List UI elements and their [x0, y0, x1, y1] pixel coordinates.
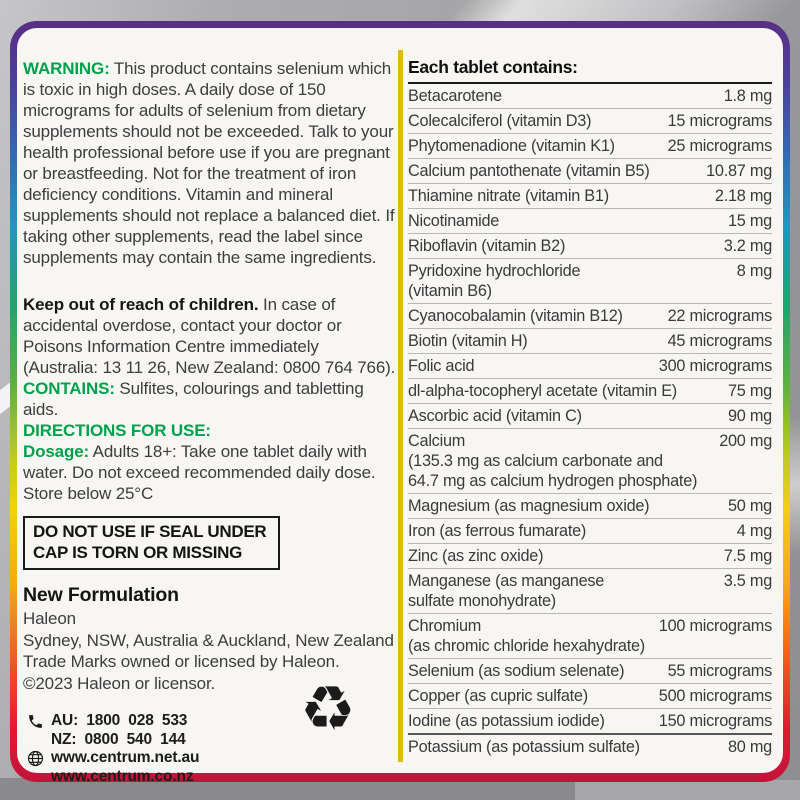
ingredient-amount: 22 micrograms	[667, 307, 772, 325]
table-row	[408, 354, 772, 379]
ingredient-amount: 2.18 mg	[714, 187, 772, 205]
table-row	[408, 379, 772, 404]
table-row	[408, 84, 772, 109]
phone-numbers	[51, 712, 187, 749]
ingredient-amount: 1.8 mg	[723, 87, 772, 105]
storage-line: Store below 25°C	[23, 484, 154, 503]
warning-text: This product contains selenium which is toxic in high doses. A daily dose of 150 micrograms for adults of selenium from dietary supplements should not be exceeded. Talk to your health professional before use if you are pregnant or breastfeeding. Not for the treatment of iron deficiency conditions. Vitamin and mineral supplements should not replace a balanced diet. If taking other supplements, read the label since supplements may contain the same ingredients.	[23, 59, 395, 267]
dosage-line	[23, 441, 397, 483]
ingredient-name: Selenium (as sodium selenate)	[408, 662, 625, 680]
ingredient-amount: 100 micrograms	[658, 617, 772, 635]
websites	[51, 749, 199, 786]
contains-line	[23, 378, 397, 420]
ingredient-amount: 15 mg	[727, 212, 772, 230]
ingredient-name: dl-alpha-tocopheryl acetate (vitamin E)	[408, 382, 677, 400]
ingredient-amount: 80 mg	[727, 738, 772, 756]
ingredient-name: Thiamine nitrate (vitamin B1)	[408, 187, 609, 205]
table-row	[408, 614, 772, 659]
ingredient-name: Folic acid	[408, 357, 475, 375]
ingredient-name: Potassium (as potassium sulfate)	[408, 738, 640, 756]
ingredient-name: Manganese (as manganese	[408, 572, 605, 590]
ingredient-name: Calcium	[408, 432, 466, 450]
table-row	[408, 544, 772, 569]
table-row	[408, 209, 772, 234]
ingredient-name: Pyridoxine hydrochloride	[408, 262, 581, 280]
ingredient-amount: 75 mg	[727, 382, 772, 400]
ingredient-name: Nicotinamide	[408, 212, 500, 230]
table-row	[408, 184, 772, 209]
seal-warning-box	[23, 516, 280, 570]
ingredients-table	[408, 54, 772, 759]
warning-paragraph	[23, 58, 397, 268]
ingredient-name: Ascorbic acid (vitamin C)	[408, 407, 582, 425]
ingredient-amount: 3.5 mg	[723, 572, 772, 590]
ingredient-name: Chromium	[408, 617, 482, 635]
ingredient-amount: 55 micrograms	[667, 662, 772, 680]
copyright-line: ©2023 Haleon or licensor.	[23, 673, 216, 693]
trademark-line: Trade Marks owned or licensed by Haleon.	[23, 652, 340, 671]
table-row	[408, 429, 772, 494]
ingredient-name: Calcium pantothenate (vitamin B5)	[408, 162, 650, 180]
table-row	[408, 519, 772, 544]
ingredient-amount: 150 micrograms	[658, 712, 772, 730]
ingredient-amount: 3.2 mg	[723, 237, 772, 255]
table-row	[408, 494, 772, 519]
company-name: Haleon	[23, 609, 76, 628]
ingredient-name: Iodine (as potassium iodide)	[408, 712, 605, 730]
website-au: www.centrum.net.au	[51, 749, 200, 766]
ingredient-amount: 15 micrograms	[667, 112, 772, 130]
ingredient-amount: 90 mg	[727, 407, 772, 425]
ingredients-table-header: Each tablet contains:	[408, 54, 772, 84]
table-row	[408, 709, 772, 735]
ingredient-name-continued: sulfate monohydrate)	[408, 592, 556, 610]
ingredient-name: Biotin (vitamin H)	[408, 332, 528, 350]
ingredient-amount: 10.87 mg	[706, 162, 772, 180]
ingredient-amount: 7.5 mg	[723, 547, 772, 565]
ingredient-name: Zinc (as zinc oxide)	[408, 547, 544, 565]
label-body	[17, 28, 783, 785]
ingredient-amount: 50 mg	[727, 497, 772, 515]
table-row	[408, 304, 772, 329]
table-row	[408, 735, 772, 759]
table-row	[408, 569, 772, 614]
table-row	[408, 134, 772, 159]
ingredient-name: Phytomenadione (vitamin K1)	[408, 137, 615, 155]
keep-out-label: Keep out of reach of children.	[23, 295, 259, 314]
table-row	[408, 259, 772, 304]
dosage-text: Adults 18+: Take one tablet daily with water. Do not exceed recommended daily dose.	[23, 442, 376, 482]
ingredient-name: Riboflavin (vitamin B2)	[408, 237, 566, 255]
table-row	[408, 404, 772, 429]
ingredient-name: Cyanocobalamin (vitamin B12)	[408, 307, 623, 325]
company-address: Sydney, NSW, Australia & Auckland, New Zealand	[23, 630, 394, 650]
phone-icon	[27, 712, 51, 730]
warning-label: WARNING:	[23, 59, 110, 78]
ingredient-name-continued: (135.3 mg as calcium carbonate and	[408, 452, 663, 470]
table-row	[408, 659, 772, 684]
ingredient-name: Betacarotene	[408, 87, 502, 105]
globe-icon	[27, 749, 51, 767]
phone-nz: NZ: 0800 540 144	[51, 730, 186, 748]
new-formulation-heading: New Formulation	[23, 584, 179, 606]
background-right-highlight	[789, 415, 800, 555]
ingredient-name: Iron (as ferrous fumarate)	[408, 522, 587, 540]
table-row	[408, 329, 772, 354]
table-row	[408, 159, 772, 184]
background-bottom-highlight	[575, 780, 800, 800]
ingredient-amount: 200 mg	[719, 432, 772, 450]
ingredient-amount: 300 micrograms	[658, 357, 772, 375]
ingredient-name-continued: (vitamin B6)	[408, 282, 492, 300]
ingredient-amount: 8 mg	[736, 262, 772, 280]
ingredient-name: Copper (as cupric sulfate)	[408, 687, 588, 705]
ingredient-name-continued: (as chromic chloride hexahydrate)	[408, 637, 645, 655]
ingredient-amount: 4 mg	[736, 522, 772, 540]
table-row	[408, 234, 772, 259]
phone-au: AU: 1800 028 533	[51, 712, 188, 729]
keep-out-text: In case of accidental overdose, contact your doctor or Poisons Information Centre immediately (Australia: 13 11 26, New Zealand: 0800 764 766).	[23, 295, 396, 377]
website-nz: www.centrum.co.nz	[51, 767, 194, 785]
seal-warning-line2: CAP IS TORN OR MISSING	[33, 543, 243, 562]
table-row	[408, 684, 772, 709]
recycling-icon: ♻	[300, 672, 356, 745]
ingredients-table-rows	[408, 84, 772, 759]
column-divider	[398, 50, 403, 762]
seal-warning-line1: DO NOT USE IF SEAL UNDER	[33, 522, 267, 541]
ingredient-name: Magnesium (as magnesium oxide)	[408, 497, 650, 515]
ingredient-amount: 500 micrograms	[658, 687, 772, 705]
label-rainbow-border	[10, 21, 790, 785]
dosage-label: Dosage:	[23, 442, 90, 461]
ingredient-name: Colecalciferol (vitamin D3)	[408, 112, 592, 130]
contains-text: Sulfites, colourings and tabletting aids.	[23, 379, 364, 419]
ingredient-amount: 45 micrograms	[667, 332, 772, 350]
contains-label: CONTAINS:	[23, 379, 115, 398]
ingredient-amount: 25 micrograms	[667, 137, 772, 155]
ingredient-name-continued: 64.7 mg as calcium hydrogen phosphate)	[408, 472, 698, 490]
table-row	[408, 109, 772, 134]
website-row	[23, 749, 397, 786]
keep-out-of-reach-paragraph	[23, 294, 397, 378]
directions-heading: DIRECTIONS FOR USE:	[23, 421, 211, 440]
